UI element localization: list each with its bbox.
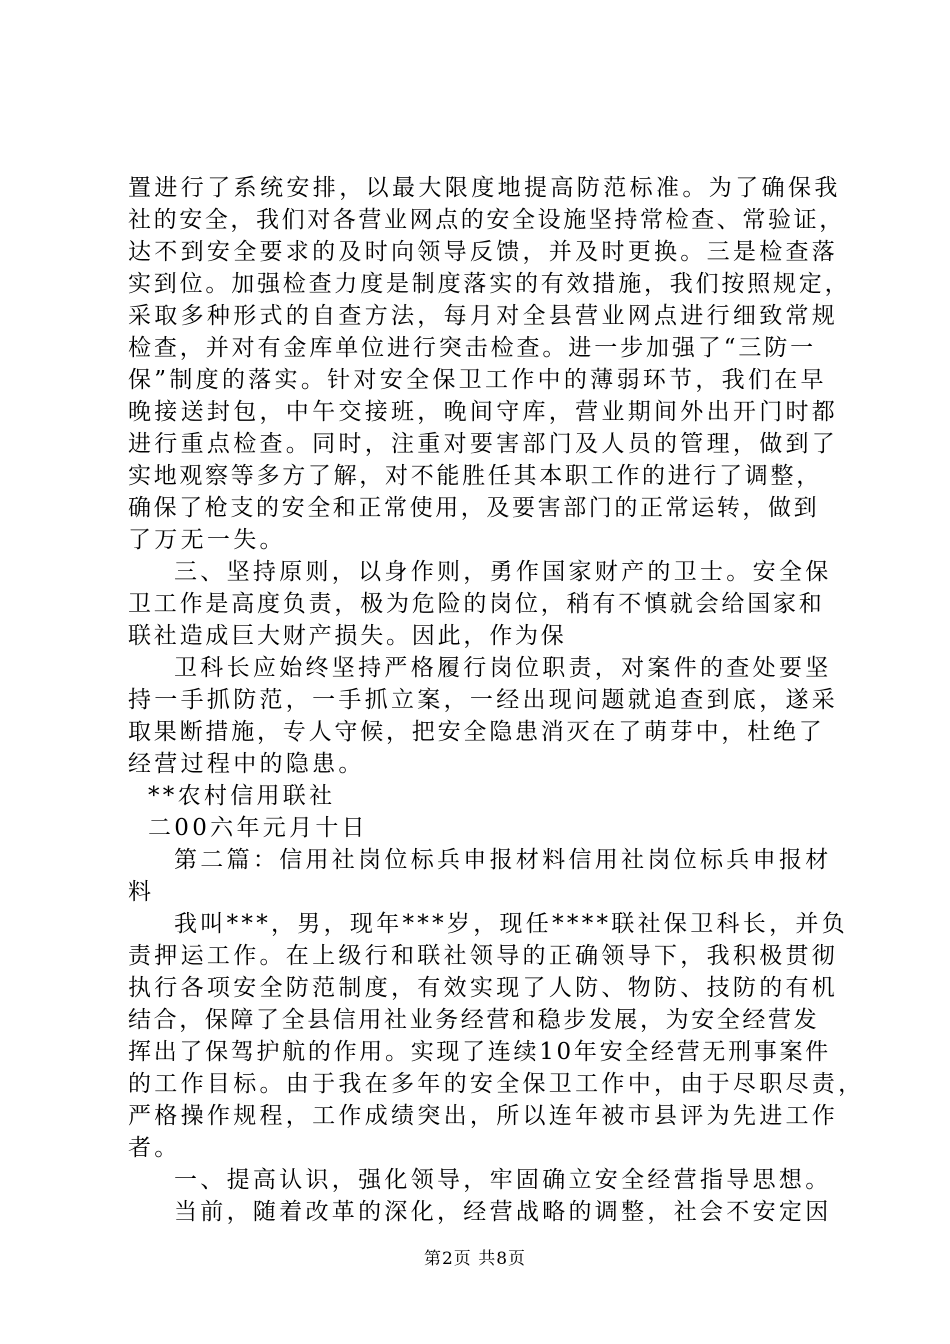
text-line: 卫科长应始终坚持严格履行岗位职责，对案件的查处要坚 <box>174 655 832 681</box>
section-heading: 一、提高认识，强化领导，牢固确立安全经营指导思想。 <box>174 1167 832 1193</box>
signature-date: 二00六年元月十日 <box>148 815 368 841</box>
text-line: 检查，并对有金库单位进行突击检查。进一步加强了“三防一 <box>128 335 817 361</box>
text-line: 我叫***，男，现年***岁，现任****联社保卫科长，并负 <box>174 911 848 937</box>
text-line: 的工作目标。由于我在多年的安全保卫工作中，由于尽职尽责， <box>128 1071 865 1097</box>
text-line: 联社造成巨大财产损失。因此，作为保 <box>128 623 567 649</box>
text-line: 执行各项安全防范制度，有效实现了人防、物防、技防的有机 <box>128 975 839 1001</box>
text-line: 了万无一失。 <box>128 527 286 553</box>
text-line: 晚接送封包，中午交接班，晚间守库，营业期间外出开门时都 <box>128 399 839 425</box>
text-line: 取果断措施，专人守候，把安全隐患消灭在了萌芽中，杜绝了 <box>128 719 825 745</box>
text-line: 当前，随着改革的深化，经营战略的调整，社会不安定因 <box>174 1199 832 1225</box>
text-line: 采取多种形式的自查方法，每月对全县营业网点进行细致常规 <box>128 303 839 329</box>
text-line: 经营过程中的隐患。 <box>128 751 365 777</box>
text-line: 进行重点检查。同时，注重对要害部门及人员的管理，做到了 <box>128 431 839 457</box>
text-line: 保”制度的落实。针对安全保卫工作中的薄弱环节，我们在早 <box>128 367 827 393</box>
text-line: 达不到安全要求的及时向领导反馈，并及时更换。三是检查落 <box>128 239 839 265</box>
chapter-title: 第二篇：信用社岗位标兵申报材料信用社岗位标兵申报材 <box>174 847 832 873</box>
section-heading: 三、坚持原则，以身作则，勇作国家财产的卫士。安全保 <box>174 559 832 585</box>
text-line: 实地观察等多方了解，对不能胜任其本职工作的进行了调整， <box>128 463 822 489</box>
page-number: 第2页 共8页 <box>423 1249 527 1269</box>
organization-signature: **农村信用联社 <box>148 783 336 809</box>
document-body <box>128 172 865 1228</box>
text-line: 责押运工作。在上级行和联社领导的正确领导下，我积极贯彻 <box>128 943 839 969</box>
text-line: 挥出了保驾护航的作用。实现了连续10年安全经营无刑事案件 <box>128 1039 831 1065</box>
text-line: 置进行了系统安排，以最大限度地提高防范标准。为了确保我 <box>128 175 841 201</box>
text-line: 卫工作是高度负责，极为危险的岗位，稍有不慎就会给国家和 <box>128 591 825 617</box>
text-line: 者。 <box>128 1135 181 1161</box>
text-line: 料 <box>128 879 155 905</box>
text-line: 社的安全，我们对各营业网点的安全设施坚持常检查、常验证， <box>128 207 845 233</box>
text-line: 实到位。加强检查力度是制度落实的有效措施，我们按照规定， <box>128 271 851 297</box>
text-line: 严格操作规程，工作成绩突出，所以连年被市县评为先进工作 <box>128 1103 839 1129</box>
text-line: 结合，保障了全县信用社业务经营和稳步发展，为安全经营发 <box>128 1007 820 1033</box>
text-line: 确保了枪支的安全和正常使用，及要害部门的正常运转，做到 <box>128 495 820 521</box>
text-line: 持一手抓防范，一手抓立案，一经出现问题就追查到底，遂采 <box>128 687 839 713</box>
